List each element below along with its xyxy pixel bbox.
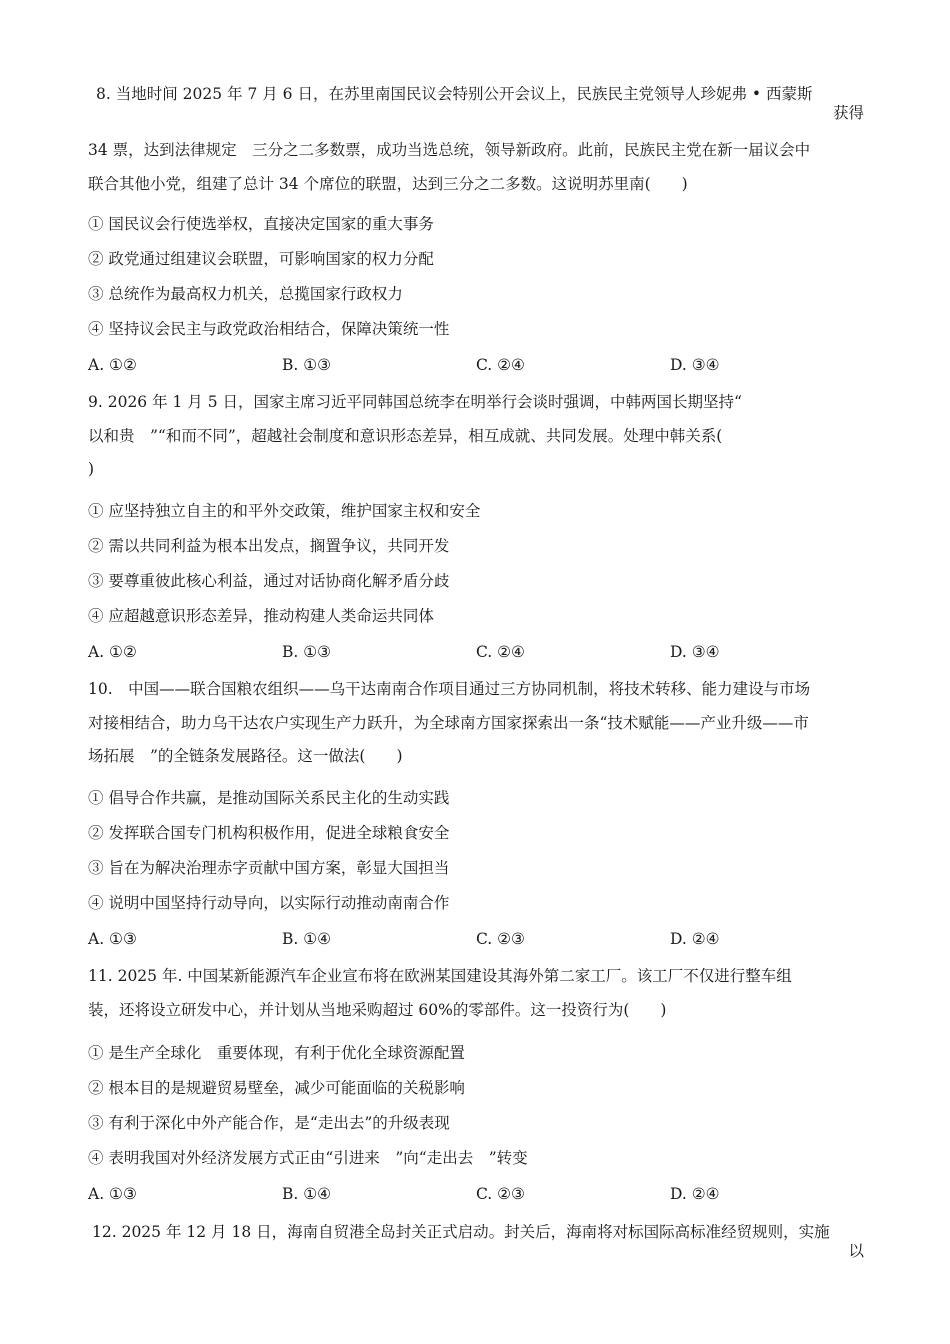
q11-statement-3: ③ 有利于深化中外产能合作，是“走出去”的升级表现 xyxy=(88,1114,450,1132)
q8-option-d[interactable]: D. ③④ xyxy=(670,356,720,374)
q9-statement-4: ④ 应超越意识形态差异，推动构建人类命运共同体 xyxy=(88,607,434,625)
q11-stem-line-1: 11. 2025 年. 中国某新能源汽车企业宣布将在欧洲某国建设其海外第二家工厂。该工厂不仅进行整车组 xyxy=(88,967,792,985)
q8-statement-3: ③ 总统作为最高权力机关，总揽国家行政权力 xyxy=(88,285,403,303)
q8-statement-2: ② 政党通过组建议会联盟，可影响国家的权力分配 xyxy=(88,250,434,268)
q9-statement-2: ② 需以共同利益为根本出发点，搁置争议，共同开发 xyxy=(88,537,450,555)
q10-option-d[interactable]: D. ②④ xyxy=(670,930,720,948)
q8-statement-4: ④ 坚持议会民主与政党政治相结合，保障决策统一性 xyxy=(88,320,450,338)
q10-statement-3: ③ 旨在为解决治理赤字贡献中国方案，彰显大国担当 xyxy=(88,859,450,877)
q8-stem-line-2: 获得 xyxy=(832,104,864,122)
q11-statement-4: ④ 表明我国对外经济发展方式正由“引进来 ”向“走出去 ”转变 xyxy=(88,1149,528,1167)
q11-stem-line-2: 装，还将设立研发中心，并计划从当地采购超过 60%的零部件。这一投资行为( ) xyxy=(88,1001,667,1019)
q9-option-d[interactable]: D. ③④ xyxy=(670,643,720,661)
q11-option-c[interactable]: C. ②③ xyxy=(476,1185,525,1203)
q8-option-a[interactable]: A. ①② xyxy=(88,356,137,374)
q10-statement-2: ② 发挥联合国专门机构积极作用，促进全球粮食安全 xyxy=(88,824,450,842)
q8-option-c[interactable]: C. ②④ xyxy=(476,356,525,374)
q10-statement-1: ① 倡导合作共赢，是推动国际关系民主化的生动实践 xyxy=(88,789,450,807)
q8-statement-1: ① 国民议会行使选举权，直接决定国家的重大事务 xyxy=(88,215,434,233)
q11-option-d[interactable]: D. ②④ xyxy=(670,1185,720,1203)
q9-option-b[interactable]: B. ①③ xyxy=(282,643,332,661)
q11-option-b[interactable]: B. ①④ xyxy=(282,1185,332,1203)
q10-option-c[interactable]: C. ②③ xyxy=(476,930,525,948)
q12-stem-line-1: 12. 2025 年 12 月 18 日，海南自贸港全岛封关正式启动。封关后，海南将对标国际高标准经贸规则，实施 xyxy=(92,1223,830,1241)
q9-stem-line-1: 9. 2026 年 1 月 5 日，国家主席习近平同韩国总统李在明举行会谈时强调，中韩两国长期坚持“ xyxy=(88,393,742,411)
q9-option-c[interactable]: C. ②④ xyxy=(476,643,525,661)
q11-statement-2: ② 根本目的是规避贸易壁垒，减少可能面临的关税影响 xyxy=(88,1079,465,1097)
q10-statement-4: ④ 说明中国坚持行动导向，以实际行动推动南南合作 xyxy=(88,894,450,912)
q8-stem-line-4: 联合其他小党，组建了总计 34 个席位的联盟，达到三分之二多数。这说明苏里南( ) xyxy=(88,175,688,193)
q9-option-a[interactable]: A. ①② xyxy=(88,643,137,661)
q10-stem-line-3: 场拓展 ”的全链条发展路径。这一做法( ) xyxy=(88,747,403,765)
q10-option-b[interactable]: B. ①④ xyxy=(282,930,332,948)
q10-option-a[interactable]: A. ①③ xyxy=(88,930,137,948)
q11-statement-1: ① 是生产全球化 重要体现，有利于优化全球资源配置 xyxy=(88,1044,465,1062)
q9-stem-line-2: 以和贵 ”“和而不同”，超越社会制度和意识形态差异，相互成就、共同发展。处理中韩关系( xyxy=(88,427,723,445)
q9-stem-line-3: ) xyxy=(88,460,95,478)
q10-stem-line-2: 对接相结合，助力乌干达农户实现生产力跃升，为全球南方国家探索出一条“技术赋能——产业升级——市 xyxy=(88,714,809,732)
q9-statement-3: ③ 要尊重彼此核心利益，通过对话协商化解矛盾分歧 xyxy=(88,572,450,590)
q11-option-a[interactable]: A. ①③ xyxy=(88,1185,137,1203)
q12-stem-line-2: 以 xyxy=(848,1242,864,1260)
q9-statement-1: ① 应坚持独立自主的和平外交政策，维护国家主权和安全 xyxy=(88,502,481,520)
q8-stem-line-1: 8. 当地时间 2025 年 7 月 6 日，在苏里南国民议会特别公开会议上，民族民主党领导人珍妮弗 • 西蒙斯 xyxy=(96,85,813,103)
q8-option-b[interactable]: B. ①③ xyxy=(282,356,332,374)
q10-stem-line-1: 10. 中国——联合国粮农组织——乌干达南南合作项目通过三方协同机制，将技术转移、能力建设与市场 xyxy=(88,680,811,698)
q8-stem-line-3: 34 票，达到法律规定 三分之二多数票，成功当选总统，领导新政府。此前，民族民主党在新一届议会中 xyxy=(88,141,811,159)
